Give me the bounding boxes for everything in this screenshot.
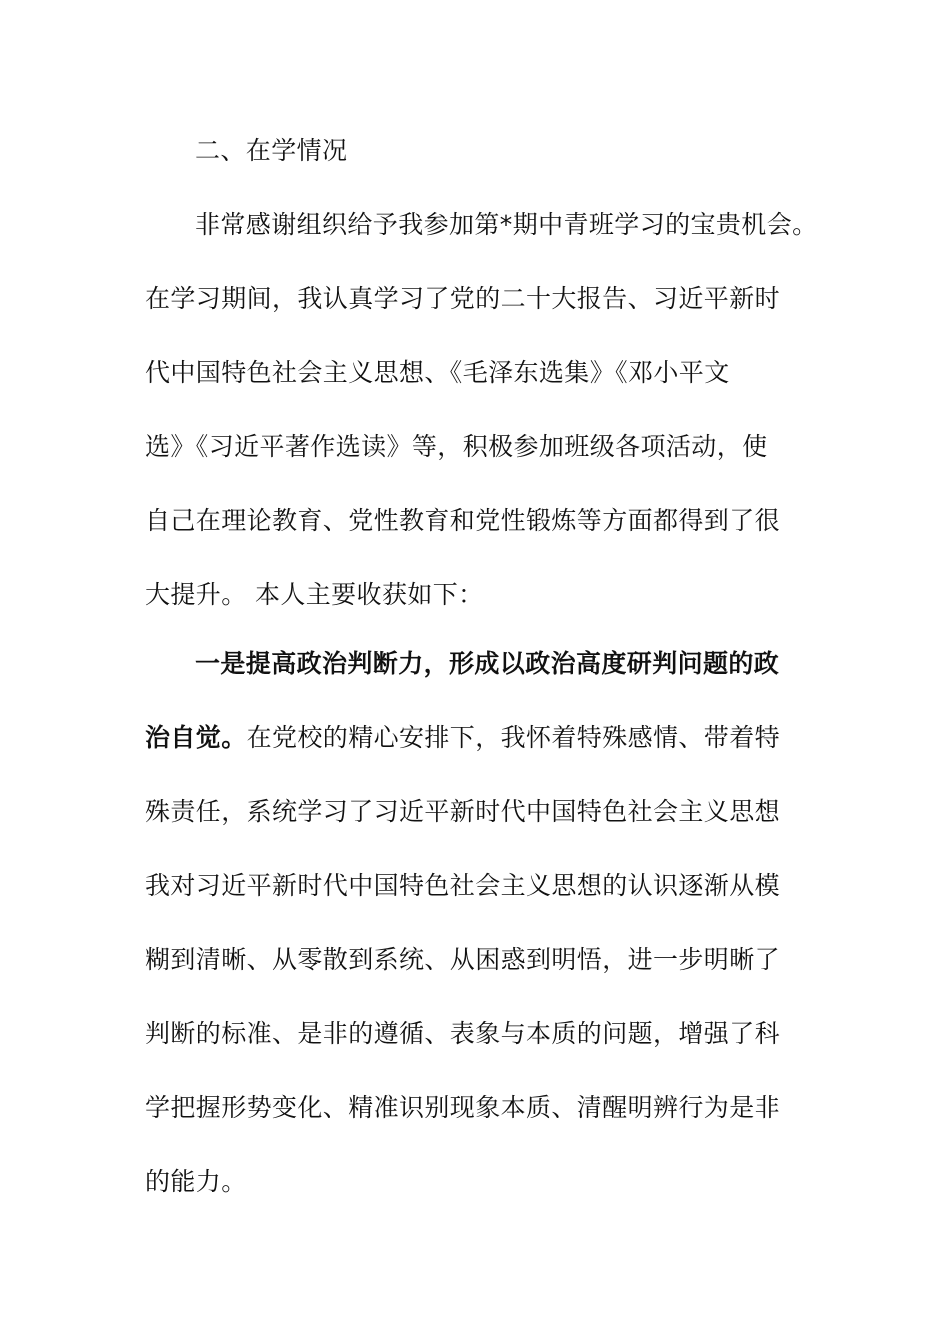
bold-lead-line: 一是提高政治判断力，形成以政治高度研判问题的政 xyxy=(195,649,780,678)
paragraph-line-mixed xyxy=(145,718,825,758)
paragraph-line: 判断的标准、是非的遵循、表象与本质的问题，增强了科 xyxy=(145,1019,781,1048)
paragraph-line: 自己在理论教育、党性教育和党性锻炼等方面都得到了很 xyxy=(145,506,781,535)
paragraph-line: 非常感谢组织给予我参加第*期中青班学习的宝贵机会。 xyxy=(195,210,818,239)
paragraph-line: 殊责任，系统学习了习近平新时代中国特色社会主义思想 xyxy=(145,797,781,826)
paragraph-text: 在党校的精心安排下，我怀着特殊感情、带着特 xyxy=(246,723,781,752)
paragraph-line: 糊到清晰、从零散到系统、从困惑到明悟，进一步明晰了 xyxy=(145,945,781,974)
section-heading: 二、在学情况 xyxy=(195,136,348,165)
paragraph-line: 在学习期间，我认真学习了党的二十大报告、习近平新时 xyxy=(145,284,781,313)
paragraph-line: 选》《习近平著作选读》等，积极参加班级各项活动，使 xyxy=(145,432,768,461)
paragraph-line: 代中国特色社会主义思想、《毛泽东选集》《邓小平文 xyxy=(145,358,730,387)
paragraph-line: 大提升。 本人主要收获如下： xyxy=(145,580,484,609)
paragraph-line: 我对习近平新时代中国特色社会主义思想的认识逐渐从模 xyxy=(145,871,781,900)
paragraph-line: 的能力。 xyxy=(145,1167,247,1196)
paragraph-line: 学把握形势变化、精准识别现象本质、清醒明辨行为是非 xyxy=(145,1093,781,1122)
bold-lead-text: 治自觉。 xyxy=(145,723,247,752)
